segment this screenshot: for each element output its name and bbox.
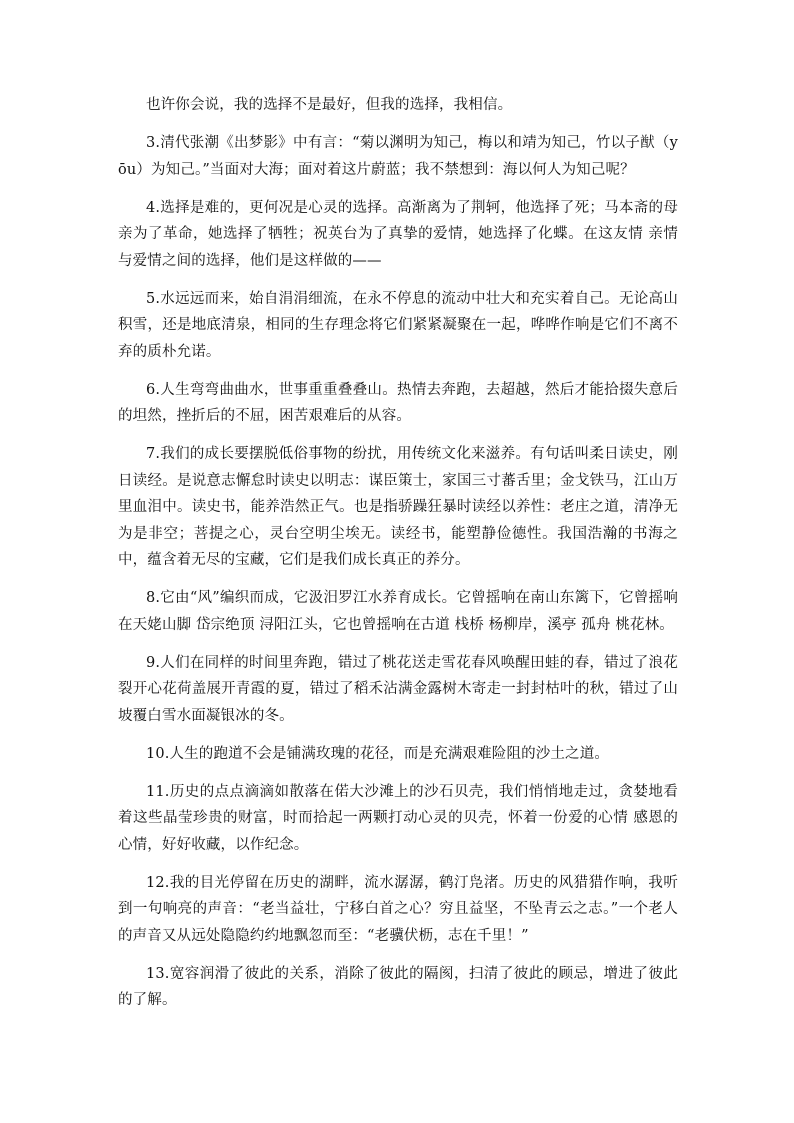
paragraph-intro: 也许你会说，我的选择不是最好，但我的选择，我相信。 (146, 97, 513, 113)
paragraph-11: 11.历史的点点滴滴如散落在偌大沙滩上的沙石贝壳，我们悄悄地走过，贪婪地看着这些晶莹珍贵的财富，时而拾起一两颗打动心灵的贝壳，怀着一份爱的心情 感恩的心情，好好收藏，以作纪念。 (118, 783, 678, 853)
paragraph-7: 7.我们的成长要摆脱低俗事物的纷扰，用传统文化来滋养。有句话叫柔日读史，刚日读经。是说意志懈怠时读史以明志：谋臣策士，家国三寸蕃舌里；金戈铁马，江山万里血泪中。读史书，能养浩然正气。也是指骄躁狂暴时读经以养性：老庄之道，清净无为是非空；菩提之心，灵台空明尘埃无。读经书，能塑静俭德性。我国浩瀚的书海之中，蕴含着无尽的宝藏，它们是我们成长真正的养分。 (118, 446, 678, 568)
document-body (118, 92, 678, 1025)
paragraph-10: 10.人生的跑道不会是铺满玫瑰的花径，而是充满艰难险阻的沙土之道。 (146, 745, 610, 762)
paragraph-4: 4.选择是难的，更何况是心灵的选择。高渐离为了荆轲，他选择了死；马本斋的母亲为了革命，她选择了牺牲；祝英台为了真挚的爱情，她选择了化蝶。在这友情 亲情与爱情之间的选择，他们是这样做的—— (118, 199, 678, 269)
paragraph-8: 8.它由“风”编织而成，它汲汨罗江水养育成长。它曾摇响在南山东篱下，它曾摇响在天姥山脚 岱宗绝顶 浔阳江头，它也曾摇响在古道 栈桥 杨柳岸，溪亭 孤舟 桃花林。 (118, 590, 678, 633)
paragraph-13: 13.宽容润滑了彼此的关系，消除了彼此的隔阂，扫清了彼此的顾忌，增进了彼此的了解。 (118, 965, 678, 1008)
paragraph-9: 9.人们在同样的时间里奔跑，错过了桃花送走雪花春风唤醒田蛙的春，错过了浪花裂开心花荷盖展开青霞的夏，错过了稻禾沾满金露树木寄走一封封枯叶的秋，错过了山坡覆白雪水面凝银冰的冬。 (118, 654, 678, 724)
paragraph-12: 12.我的目光停留在历史的湖畔，流水潺潺，鹤汀凫渚。历史的风猎猎作响，我听到一句响亮的声音：“老当益壮，宁移白首之心？穷且益坚，不坠青云之志。”一个老人的声音又从远处隐隐约约地飘忽而至：“老骥伏枥，志在千里！” (118, 874, 678, 944)
paragraph-3: 3.清代张潮《出梦影》中有言：“菊以渊明为知己，梅以和靖为知己，竹以子猷（yōu）为知己。”当面对大海；面对着这片蔚蓝；我不禁想到：海以何人为知己呢？ (118, 135, 678, 178)
paragraph-5: 5.水远远而来，始自涓涓细流，在永不停息的流动中壮大和充实着自己。无论高山积雪，还是地底清泉，相同的生存理念将它们紧紧凝聚在一起，哗哗作响是它们不离不弃的质朴允诺。 (118, 290, 678, 360)
paragraph-6: 6.人生弯弯曲曲水，世事重重叠叠山。热情去奔跑，去超越，然后才能拾掇失意后的坦然，挫折后的不屈，困苦艰难后的从容。 (118, 381, 678, 424)
